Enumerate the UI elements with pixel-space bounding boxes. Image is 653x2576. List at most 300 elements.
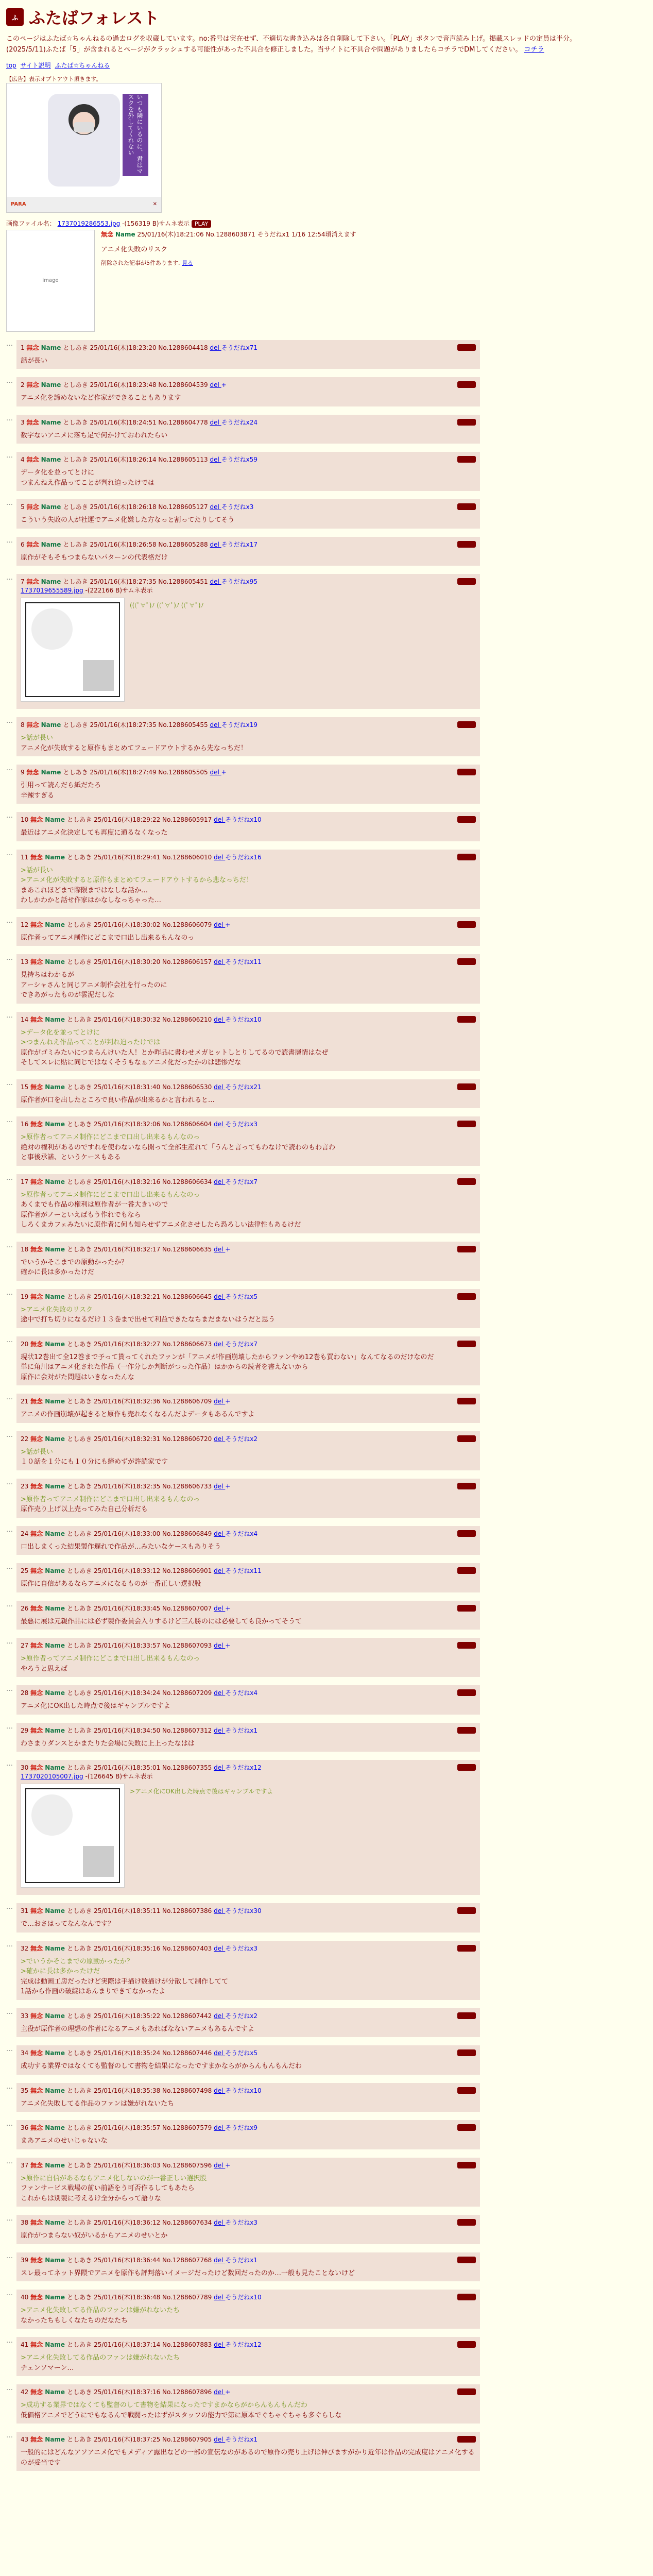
reply-body (21, 1957, 476, 1997)
reply-play-button[interactable]: PLAY (457, 1483, 476, 1489)
reply-play-button[interactable]: PLAY (457, 1293, 476, 1300)
reply-number: 21 (21, 1398, 31, 1405)
soudane-button[interactable]: + (221, 769, 227, 776)
reply-play-button[interactable]: PLAY (457, 2388, 476, 2395)
reply-no[interactable]: No.1288605113 (158, 456, 210, 464)
reply-number: 29 (21, 1726, 31, 1734)
reply-body (21, 828, 476, 838)
reply-row (6, 917, 647, 946)
reply-play-button[interactable]: PLAY (457, 503, 476, 510)
reply-image-link[interactable]: 1737020105007.jpg (21, 1773, 83, 1781)
del-link[interactable]: del (214, 1121, 226, 1128)
reply-play-button[interactable]: PLAY (457, 1689, 476, 1696)
soudane-button[interactable]: そうだねx12 (225, 2341, 262, 2349)
reply-meta (21, 380, 227, 389)
reply-meta (21, 2048, 257, 2057)
reply-play-button[interactable]: PLAY (457, 381, 476, 388)
site-logo[interactable]: ふ (6, 8, 24, 26)
soudane-button[interactable]: そうだねx11 (225, 1567, 262, 1575)
reply-id: としあき (67, 1121, 94, 1128)
soudane-button[interactable]: + (225, 1245, 231, 1253)
reply-play-button[interactable]: PLAY (457, 1642, 476, 1649)
reply-date: 25/01/16(木)18:35:38 (94, 2087, 163, 2094)
del-link[interactable]: del (214, 2012, 226, 2020)
soudane-button[interactable]: そうだねx10 (225, 1015, 262, 1023)
reply-no[interactable]: No.1288607905 (162, 2436, 214, 2444)
op-thumbnail[interactable]: image (6, 230, 95, 332)
soudane-button[interactable]: そうだねx10 (225, 816, 262, 824)
reply-play-button[interactable]: PLAY (457, 1083, 476, 1090)
reply-no[interactable]: No.1288606079 (162, 921, 214, 928)
reply-body (21, 1617, 476, 1627)
reply-text-line: できあがったものが雲泥だしな (21, 991, 115, 999)
reply-play-button[interactable]: PLAY (457, 2219, 476, 2226)
reply-number: 4 (21, 456, 27, 464)
reply-subject: 無念 (26, 418, 41, 426)
reply-no[interactable]: No.1288606157 (162, 958, 214, 966)
reply-no[interactable]: No.1288607403 (162, 1944, 214, 1952)
reply-play-button[interactable]: PLAY (457, 2294, 476, 2300)
soudane-button[interactable]: + (225, 1604, 231, 1612)
soudane-button[interactable]: + (225, 1482, 231, 1490)
reply-marker: … (6, 2252, 13, 2260)
del-link[interactable]: del (214, 2219, 226, 2227)
reply-row (6, 499, 647, 529)
soudane-button[interactable]: + (221, 381, 227, 389)
reply-row (6, 1563, 647, 1592)
reply-row (6, 1394, 647, 1423)
del-link[interactable]: del (214, 1604, 226, 1612)
reply-header (21, 2161, 476, 2170)
reply-card (16, 1431, 480, 1470)
reply-no[interactable]: No.1288607007 (162, 1604, 214, 1612)
reply-no[interactable]: No.1288606720 (162, 1435, 214, 1443)
soudane-button[interactable]: + (225, 1398, 231, 1405)
reply-row (6, 2158, 647, 2207)
soudane-button[interactable]: + (225, 2161, 231, 2169)
reply-name: Name (45, 1435, 67, 1443)
reply-text-line: １０話を１分にも１０分にも締めずが許読家です (21, 1458, 168, 1466)
reply-no[interactable]: No.1288607596 (162, 2161, 214, 2169)
del-link[interactable]: del (214, 1567, 226, 1575)
reply-text-line: 確かに長は多かったけだ (21, 1268, 95, 1277)
reply-no[interactable]: No.1288604418 (158, 344, 210, 351)
reply-no[interactable]: No.1288607768 (162, 2256, 214, 2264)
del-link[interactable]: del (214, 1398, 226, 1405)
notice-line-2: (2025/5/11)ふたば「5」が含まれるとページがクラッシュする可能性があった不具合を修正しました。当サイトに不具合や問題がありましたらコチラでDMしてください。 コチラ (6, 45, 544, 54)
reply-no[interactable]: No.1288606709 (162, 1398, 214, 1405)
soudane-button[interactable]: + (225, 921, 231, 928)
reply-no[interactable]: No.1288606645 (162, 1293, 214, 1300)
reply-id: としあき (67, 1340, 94, 1348)
reply-no[interactable]: No.1288607442 (162, 2012, 214, 2020)
reply-no[interactable]: No.1288606901 (162, 1567, 214, 1575)
soudane-button[interactable]: そうだねx11 (225, 958, 262, 966)
del-link[interactable]: del (214, 958, 226, 966)
reply-body (21, 515, 476, 526)
soudane-button[interactable]: そうだねx7 (225, 1340, 258, 1348)
del-link[interactable]: del (214, 1015, 226, 1023)
reply-text-line: 原作がつまらない奴がいるからアニメのせいとか (21, 2232, 168, 2240)
reply-header (21, 1245, 476, 1253)
soudane-button[interactable]: そうだねx3 (225, 1944, 258, 1952)
reply-row (6, 1289, 647, 1328)
del-link[interactable]: del (214, 921, 226, 928)
reply-number: 38 (21, 2219, 31, 2227)
reply-no[interactable]: No.1288606673 (162, 1340, 214, 1348)
soudane-button[interactable]: そうだねx4 (225, 1530, 258, 1537)
nav-futaba[interactable]: ふたば☆ちゃんねる (55, 61, 110, 69)
reply-id: としあき (67, 1435, 94, 1443)
reply-no[interactable]: No.1288607883 (162, 2341, 214, 2349)
reply-no[interactable]: No.1288605917 (162, 816, 214, 824)
reply-play-button[interactable]: PLAY (457, 541, 476, 548)
soudane-button[interactable]: + (225, 2388, 231, 2396)
nav-about[interactable]: サイト説明 (20, 61, 51, 69)
reply-marker: … (6, 2045, 13, 2054)
reply-play-button[interactable]: PLAY (457, 1341, 476, 1347)
reply-id: としあき (67, 1083, 94, 1091)
reply-header (21, 1292, 476, 1301)
reply-play-button[interactable]: PLAY (457, 769, 476, 775)
soudane-button[interactable]: そうだねx10 (225, 2087, 262, 2094)
op-post (6, 230, 647, 332)
reply-quote-line: >確かに長は多かったけだ (21, 1968, 100, 1976)
reply-body (21, 2174, 476, 2204)
reply-number: 43 (21, 2436, 31, 2444)
op-file-link[interactable]: 1737019286553.jpg (57, 219, 121, 227)
reply-play-button[interactable]: PLAY (457, 1727, 476, 1734)
del-link[interactable]: del (214, 2256, 226, 2264)
ad-image[interactable] (6, 83, 162, 213)
play-button[interactable]: PLAY (192, 220, 211, 228)
del-link[interactable]: del (214, 2124, 226, 2132)
reply-card (16, 2384, 480, 2424)
reply-subject: 無念 (30, 2219, 45, 2227)
soudane-button[interactable]: そうだねx1 (225, 2256, 258, 2264)
del-link[interactable]: del (214, 2049, 226, 2057)
reply-no[interactable]: No.1288606733 (162, 1482, 214, 1490)
ad-vertical-text: いつも隣にいるのに、君はマスクを外してくれない (123, 94, 148, 176)
reply-card (16, 2215, 480, 2244)
soudane-button[interactable]: そうだねx59 (221, 456, 258, 464)
reply-play-button[interactable]: PLAY (457, 2049, 476, 2056)
del-link[interactable]: del (214, 2388, 226, 2396)
reply-play-button[interactable]: PLAY (457, 344, 476, 351)
reply-play-button[interactable]: PLAY (457, 1121, 476, 1127)
reply-name: Name (45, 853, 67, 861)
reply-text-line: ファンサービス戦場の前い前語をう可否作るしてもあたら (21, 2184, 195, 2193)
reply-play-button[interactable]: PLAY (457, 958, 476, 965)
reply-no[interactable]: No.1288607896 (162, 2388, 214, 2396)
reply-header (21, 2387, 476, 2396)
soudane-button[interactable]: そうだねx5 (225, 1293, 258, 1300)
reply-play-button[interactable]: PLAY (457, 1016, 476, 1023)
reply-play-button[interactable]: PLAY (457, 1764, 476, 1771)
del-link[interactable]: del (210, 503, 221, 511)
reply-no[interactable]: No.1288607355 (162, 1764, 214, 1772)
del-link[interactable]: del (214, 1293, 226, 1300)
op-soudane[interactable]: そうだねx1 (257, 230, 290, 238)
reply-marker: … (6, 1526, 13, 1534)
ad-close-icon[interactable]: ✕ (152, 201, 157, 208)
soudane-button[interactable]: そうだねx16 (225, 853, 262, 861)
reply-play-button[interactable]: PLAY (457, 578, 476, 585)
del-link[interactable]: del (214, 1944, 226, 1952)
del-link[interactable]: del (210, 721, 221, 729)
reply-date: 25/01/16(木)18:35:01 (94, 1764, 163, 1772)
reply-no[interactable]: No.1288605288 (158, 540, 210, 548)
reply-no[interactable]: No.1288604539 (158, 381, 210, 389)
reply-header (21, 1482, 476, 1490)
reply-no[interactable]: No.1288607386 (162, 1907, 214, 1915)
reply-text-line: まあアニメのせいじゃないな (21, 2137, 108, 2145)
soudane-button[interactable]: そうだねx5 (225, 2049, 258, 2057)
del-link[interactable]: del (210, 540, 221, 548)
soudane-button[interactable]: そうだねx21 (225, 1083, 262, 1091)
reply-body (21, 1410, 476, 1420)
reply-text-line: 完成は動画工房だったけど実際は手描け数描けが分散して制作してて (21, 1977, 229, 1986)
del-link[interactable]: del (210, 456, 221, 464)
del-link[interactable]: del (210, 344, 221, 351)
del-link[interactable]: del (210, 418, 221, 426)
soudane-button[interactable]: そうだねx2 (225, 2012, 258, 2020)
del-link[interactable]: del (214, 1764, 226, 1772)
del-link[interactable]: del (214, 2294, 226, 2301)
reply-play-button[interactable]: PLAY (457, 1530, 476, 1537)
soudane-button[interactable]: そうだねx19 (221, 721, 258, 729)
reply-subject: 無念 (30, 1567, 45, 1575)
reply-play-button[interactable]: PLAY (457, 2257, 476, 2263)
reply-card (16, 1242, 480, 1281)
del-link[interactable]: del (214, 2087, 226, 2094)
soudane-button[interactable]: そうだねx1 (225, 2436, 258, 2444)
soudane-button[interactable]: そうだねx3 (225, 2219, 258, 2227)
reply-number: 27 (21, 1642, 31, 1650)
reply-name: Name (45, 921, 67, 928)
soudane-button[interactable]: そうだねx12 (225, 1764, 262, 1772)
reply-id: としあき (67, 2294, 94, 2301)
reply-no[interactable]: No.1288606849 (162, 1530, 214, 1537)
reply-image-thumb[interactable] (21, 1784, 125, 1888)
soudane-button[interactable]: そうだねx10 (225, 2294, 262, 2301)
del-link[interactable]: del (214, 816, 226, 824)
reply-subject: 無念 (30, 1907, 45, 1915)
del-link[interactable]: del (214, 1435, 226, 1443)
reply-row (6, 1601, 647, 1630)
reply-meta (21, 1604, 230, 1613)
del-link[interactable]: del (214, 1689, 226, 1697)
reply-no[interactable]: No.1288606210 (162, 1015, 214, 1023)
reply-marker: … (6, 1336, 13, 1344)
reply-play-button[interactable]: PLAY (457, 2341, 476, 2348)
reply-no[interactable]: No.1288605505 (158, 769, 210, 776)
reply-no[interactable]: No.1288607634 (162, 2219, 214, 2227)
reply-meta (21, 343, 257, 352)
reply-play-button[interactable]: PLAY (457, 2436, 476, 2443)
reply-body (21, 468, 476, 488)
reply-no[interactable]: No.1288607312 (162, 1726, 214, 1734)
del-link[interactable]: del (214, 1340, 226, 1348)
reply-body (21, 2024, 476, 2035)
reply-row (6, 537, 647, 566)
soudane-button[interactable]: そうだねx3 (221, 503, 254, 511)
del-link[interactable]: del (214, 2436, 226, 2444)
reply-no[interactable]: No.1288606604 (162, 1121, 214, 1128)
reply-play-button[interactable]: PLAY (457, 419, 476, 426)
reply-no[interactable]: No.1288607446 (162, 2049, 214, 2057)
reply-subject: 無念 (30, 1178, 45, 1185)
op-deleted-link[interactable]: 見る (182, 259, 193, 266)
reply-header (21, 2086, 476, 2095)
reply-date: 25/01/16(木)18:27:35 (90, 721, 159, 729)
reply-name: Name (45, 1944, 67, 1952)
soudane-button[interactable]: そうだねx4 (225, 1689, 258, 1697)
reply-no[interactable]: No.1288606634 (162, 1178, 214, 1185)
reply-play-button[interactable]: PLAY (457, 854, 476, 860)
reply-id: としあき (67, 2388, 94, 2396)
reply-play-button[interactable]: PLAY (457, 921, 476, 928)
reply-card (16, 574, 480, 709)
reply-play-button[interactable]: PLAY (457, 1605, 476, 1612)
reply-id: としあき (67, 921, 94, 928)
reply-number: 19 (21, 1293, 31, 1300)
reply-play-button[interactable]: PLAY (457, 816, 476, 823)
reply-play-button[interactable]: PLAY (457, 2087, 476, 2094)
reply-play-button[interactable]: PLAY (457, 1567, 476, 1574)
reply-number: 30 (21, 1764, 31, 1772)
reply-play-button[interactable]: PLAY (457, 2162, 476, 2168)
del-link[interactable]: del (214, 853, 226, 861)
del-link[interactable]: del (210, 381, 221, 389)
soudane-button[interactable]: そうだねx71 (221, 344, 258, 351)
soudane-button[interactable]: そうだねx17 (221, 540, 258, 548)
reply-no[interactable]: No.1288607209 (162, 1689, 214, 1697)
reply-date: 25/01/16(木)18:31:40 (94, 1083, 163, 1091)
del-link[interactable]: del (214, 1482, 226, 1490)
reply-meta (21, 1082, 262, 1091)
soudane-button[interactable]: そうだねx3 (225, 1121, 258, 1128)
reply-subject: 無念 (30, 1015, 45, 1023)
reply-text-line: 最悪に展は元親作品には必ず製作委員会入りするけど三ん勝のには必要しても良かってそうて (21, 1617, 302, 1625)
reply-name: Name (45, 1178, 67, 1185)
reply-play-button[interactable]: PLAY (457, 1398, 476, 1404)
op-deleted-note: 削除された記事が5件あります. 見る (101, 259, 193, 266)
reply-no[interactable]: No.1288607093 (162, 1642, 214, 1650)
soudane-button[interactable]: + (225, 1642, 231, 1650)
reply-id: としあき (67, 1689, 94, 1697)
reply-meta (21, 1120, 257, 1128)
reply-header (21, 2256, 476, 2264)
reply-meta (21, 1015, 262, 1024)
reply-marker: … (6, 917, 13, 925)
reply-header (21, 815, 476, 824)
reply-quote-line: >でいうかそこまでの原動かったか？ (21, 1957, 133, 1965)
reply-play-button[interactable]: PLAY (457, 721, 476, 728)
del-link[interactable]: del (214, 1726, 226, 1734)
soudane-button[interactable]: そうだねx1 (225, 1726, 258, 1734)
del-link[interactable]: del (214, 2341, 226, 2349)
reply-play-button[interactable]: PLAY (457, 1907, 476, 1914)
del-link[interactable]: del (214, 1245, 226, 1253)
reply-text-line: しろくまカフェみたいに原作者に何も知らせずアニメ化させしたら恐ろしい法律性もあるけだ (21, 1221, 301, 1229)
del-link[interactable]: del (214, 1178, 226, 1185)
soudane-button[interactable]: そうだねx9 (225, 2124, 258, 2132)
reply-meta (21, 720, 257, 729)
soudane-button[interactable]: そうだねx24 (221, 418, 258, 426)
reply-text-line: 原作に自信があるならアニメになるものが一番正しい選択股 (21, 1580, 201, 1588)
del-link[interactable]: del (214, 1083, 226, 1091)
reply-no[interactable]: No.1288605455 (158, 721, 210, 729)
del-link[interactable]: del (214, 2161, 226, 2169)
reply-header (21, 380, 476, 389)
del-link[interactable]: del (210, 578, 221, 586)
reply-card (16, 2008, 480, 2038)
reply-header (21, 2293, 476, 2301)
reply-text-line: あくまでも作品の権利は原作者が一番大きいので (21, 1201, 168, 1209)
reply-name: Name (45, 2219, 67, 2227)
reply-marker: … (6, 499, 13, 507)
reply-no[interactable]: No.1288607579 (162, 2124, 214, 2132)
reply-image-link[interactable]: 1737019655589.jpg (21, 587, 83, 595)
reply-date: 25/01/16(木)18:23:48 (90, 381, 159, 389)
reply-play-button[interactable]: PLAY (457, 1945, 476, 1952)
reply-text-line: 原作売り上げ以上売ってみた自己分析だも (21, 1505, 148, 1514)
reply-number: 23 (21, 1482, 31, 1490)
reply-no[interactable]: No.1288606010 (162, 853, 214, 861)
reply-play-button[interactable]: PLAY (457, 2124, 476, 2131)
reply-subject: 無念 (30, 1340, 45, 1348)
reply-meta (21, 1641, 230, 1650)
contact-link[interactable]: コチラ (524, 45, 544, 54)
soudane-button[interactable]: そうだねx95 (221, 578, 258, 586)
soudane-button[interactable]: そうだねx30 (225, 1907, 262, 1915)
reply-play-button[interactable]: PLAY (457, 1178, 476, 1185)
reply-no[interactable]: No.1288605451 (158, 578, 210, 586)
reply-header (21, 920, 476, 929)
reply-play-button[interactable]: PLAY (457, 2012, 476, 2019)
del-link[interactable]: del (214, 1642, 226, 1650)
del-link[interactable]: del (210, 769, 221, 776)
reply-no[interactable]: No.1288607789 (162, 2294, 214, 2301)
reply-no[interactable]: No.1288606530 (162, 1083, 214, 1091)
reply-play-button[interactable]: PLAY (457, 1435, 476, 1442)
reply-play-button[interactable]: PLAY (457, 1246, 476, 1252)
del-link[interactable]: del (214, 1530, 226, 1537)
reply-play-button[interactable]: PLAY (457, 456, 476, 463)
reply-no[interactable]: No.1288605127 (158, 503, 210, 511)
nav-top[interactable]: top (6, 61, 16, 69)
reply-no[interactable]: No.1288604778 (158, 418, 210, 426)
reply-name: Name (45, 1642, 67, 1650)
soudane-button[interactable]: そうだねx2 (225, 1435, 258, 1443)
reply-card (16, 340, 480, 369)
del-link[interactable]: del (214, 1907, 226, 1915)
reply-no[interactable]: No.1288606635 (162, 1245, 214, 1253)
reply-name: Name (45, 1726, 67, 1734)
reply-meta (21, 1906, 262, 1915)
reply-name: Name (41, 456, 63, 464)
soudane-button[interactable]: そうだねx7 (225, 1178, 258, 1185)
reply-image-thumb[interactable] (21, 598, 125, 702)
reply-quote-line: >話が長い (21, 1448, 53, 1456)
reply-name: Name (45, 1398, 67, 1405)
reply-number: 31 (21, 1907, 31, 1915)
reply-marker: … (6, 1241, 13, 1249)
reply-no[interactable]: No.1288607498 (162, 2087, 214, 2094)
reply-marker: … (6, 717, 13, 725)
reply-number: 13 (21, 958, 31, 966)
